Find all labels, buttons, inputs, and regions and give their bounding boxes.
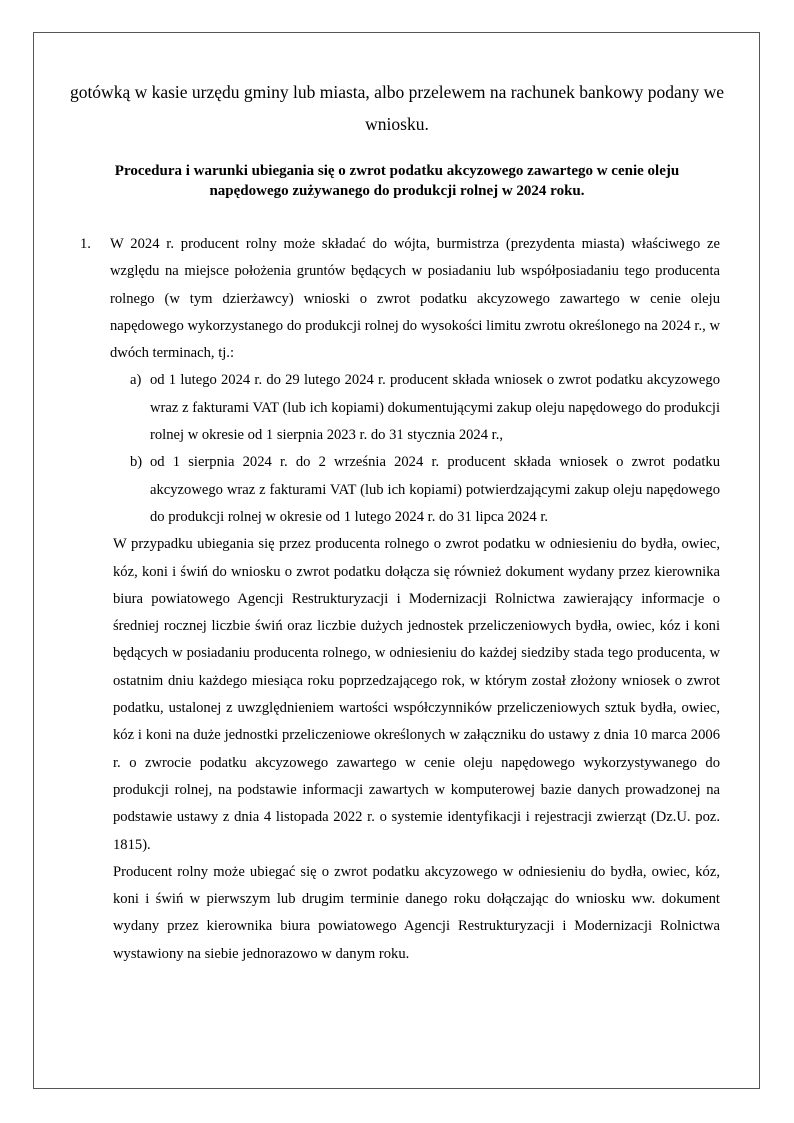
paragraph: Producent rolny może ubiegać się o zwrot podatku akcyzowego w odniesieniu do bydła, owiec, kóz, koni i świń w pierwszym lub drugim terminie danego roku dołączając do wniosku ww. dokument wydany przez kierownika biura powiatowego Agencji Restrukturyzacji i Modernizacji Rolnictwa wystawiony na siebie jednorazowo w danym roku. (113, 863, 720, 962)
intro-text: gotówką w kasie urzędu gminy lub miasta, albo przelewem na rachunek bankowy podany we wniosku. (69, 82, 725, 134)
sub-item-text: od 1 lutego 2024 r. do 29 lutego 2024 r. producent składa wniosek o zwrot podatku akcyzowego wraz z fakturami VAT (lub ich kopiami) dokumentującymi zakup oleju napędowego do produkcji rolnej w okresie od 1 sierpnia 2023 r. do 31 stycznia 2024 r., (150, 372, 720, 444)
list-item-1 (80, 231, 720, 367)
sub-item-text: od 1 sierpnia 2024 r. do 2 września 2024 r. producent składa wniosek o zwrot podatku akcyzowego wraz z fakturami VAT (lub ich kopiami) potwierdzającymi zakup oleju napędowego do produkcji rolnej w okresie od 1 lutego 2024 r. do 31 lipca 2024 r. (150, 454, 720, 525)
section-heading: Procedura i warunki ubiegania się o zwrot podatku akcyzowego zawartego w cenie oleju napędowego zużywanego do produkcji rolnej w 2024 roku. (114, 163, 680, 199)
list-marker: 1. (80, 236, 91, 252)
sub-item-a (80, 367, 720, 449)
document-body (80, 231, 720, 968)
paragraph: W przypadku ubiegania się przez producenta rolnego o zwrot podatku w odniesieniu do bydła, owiec, kóz, koni i świń do wniosku o zwrot podatku dołącza się również dokument wydany przez kierownika biura powiatowego Agencji Restrukturyzacji i Modernizacji Rolnictwa zawierający informacje o średniej rocznej liczbie świń oraz liczbie dużych jednostek przeliczeniowych bydła, owiec, kóz i koni będących w posiadaniu producenta rolnego, w odniesieniu do każdej siedziby stada tego producenta, w ostatnim dniu każdego miesiąca roku poprzedzającego rok, w którym został złożony wniosek o zwrot podatku, ustalonej z uwzględnieniem wartości współczynników przeliczeniowych sztuk bydła, owiec, kóz i koni na duże jednostki przeliczeniowe określonych w załączniku do ustawy z dnia 10 marca 2006 r. o zwrocie podatku akcyzowego zawartego w cenie oleju napędowego wykorzystywanego do produkcji rolnej, na podstawie informacji zawartych w komputerowej bazie danych prowadzonej na podstawie ustawy z dnia 4 listopada 2022 r. o systemie identyfikacji i rejestracji zwierząt (Dz.U. poz. 1815). (113, 536, 720, 853)
list-item-text: W 2024 r. producent rolny może składać do wójta, burmistrza (prezydenta miasta) właściwego ze względu na miejsce położenia gruntów będących w posiadaniu lub współposiadaniu tego producenta rolnego (w tym dzierżawcy) wnioski o zwrot podatku akcyzowego zawartego w cenie oleju napędowego wykorzystanego do produkcji rolnej do wysokości limitu zwrotu określonego na 2024 r., w dwóch terminach, tj.: (110, 236, 720, 362)
sub-marker: b) (130, 454, 143, 471)
sub-marker: a) (130, 372, 142, 389)
sub-item-b (80, 449, 720, 531)
